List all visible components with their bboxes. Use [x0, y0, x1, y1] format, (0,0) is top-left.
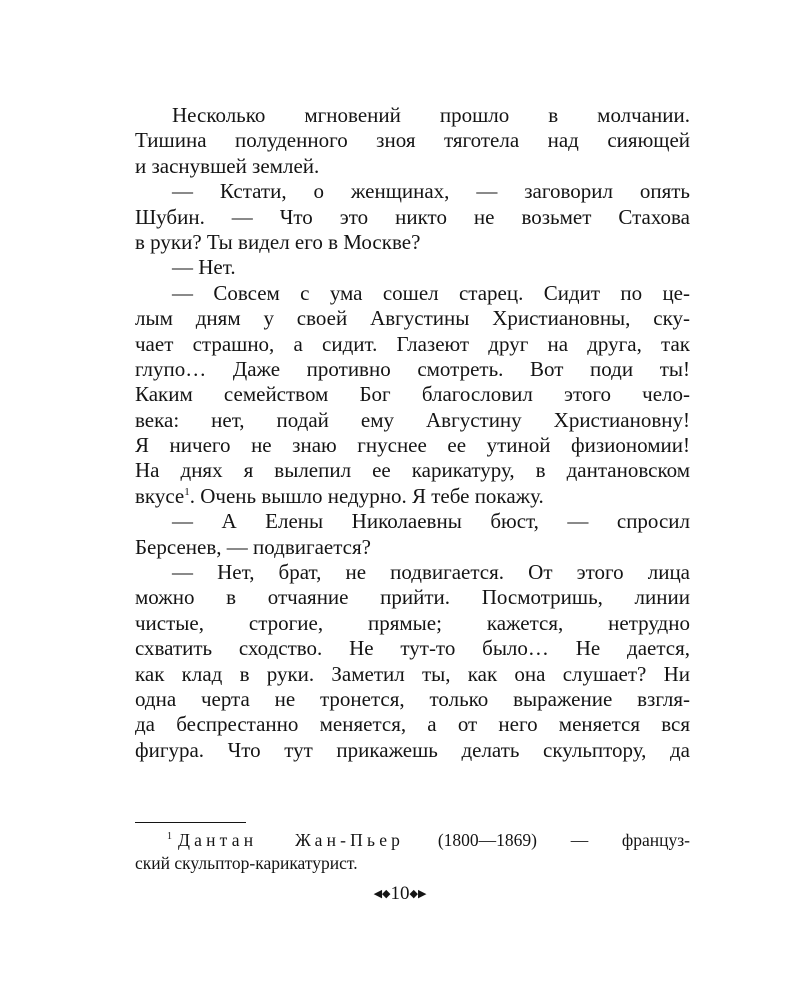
footnote-line [135, 829, 690, 852]
text-fragment: . Очень вышло недурно. Я тебе покажу. [189, 483, 544, 508]
text-line: Несколько мгновений прошло в молчании. [172, 103, 690, 127]
footnote-reference[interactable]: 1 [184, 485, 190, 498]
text-line: в руки? Ты видел его в Москве? [135, 229, 421, 254]
text-line: Каким семейством Бог благословил этого чело- [135, 382, 690, 407]
ornament-left-icon: ◀◆ [373, 888, 391, 900]
text-line: — Совсем с ума сошел старец. Сидит по це- [172, 280, 690, 305]
text-line: как клад в руки. Заметил ты, как она слушает? Ни [135, 661, 690, 686]
text-line: одна черта не тронется, только выражение взгля- [135, 686, 690, 711]
ornament-right-icon: ◆▶ [409, 888, 427, 900]
text-line: лым дням у своей Августины Христиановны, ску- [135, 306, 690, 331]
text-line: Я ничего не знаю гнуснее ее утиной физиономии! [135, 433, 690, 458]
text-fragment: вкусе [135, 483, 185, 508]
text-line: — Кстати, о женщинах, — заговорил опять [172, 179, 690, 204]
page-number-value: 10 [390, 883, 410, 904]
main-text [135, 103, 690, 763]
footnote [135, 829, 690, 875]
text-line: можно в отчаяние прийти. Посмотришь, линии [135, 585, 690, 610]
text-line: Берсенев, — подвигается? [135, 534, 371, 559]
text-line: — А Елены Николаевны бюст, — спросил [172, 509, 690, 534]
text-line: схватить сходство. Не тут-то было… Не дается, [135, 636, 690, 661]
footnote-name: Дантан Жан-Пьер [178, 830, 405, 850]
text-line: Тишина полуденного зноя тяготела над сияющей [135, 128, 690, 153]
footnote-line: ский скульптор-карикатурист. [135, 853, 358, 873]
text-line: века: нет, подай ему Августину Христиановну! [135, 407, 690, 432]
text-line: Шубин. — Что это никто не возьмет Стахова [135, 204, 690, 229]
text-line: чистые, строгие, прямые; кажется, нетрудно [135, 610, 690, 635]
footnote-text: (1800—1869) — француз- [437, 830, 691, 850]
footnote-marker: 1 [167, 831, 172, 843]
text-line: глупо… Даже противно смотреть. Вот поди ты! [135, 356, 690, 381]
text-line [135, 484, 690, 509]
text-line: да беспрестанно меняется, а от него меняется вся [135, 712, 690, 737]
text-line: и заснувшей землей. [135, 153, 320, 178]
text-line: фигура. Что тут прикажешь делать скульптору, да [135, 737, 690, 762]
page-number [0, 882, 800, 906]
text-line: На днях я вылепил ее карикатуру, в дантановском [135, 458, 690, 483]
footnote-divider [135, 822, 246, 823]
text-line: чает страшно, а сидит. Глазеют друг на друга, так [135, 331, 690, 356]
text-line: — Нет, брат, не подвигается. От этого лица [172, 560, 690, 585]
text-line: — Нет. [172, 255, 236, 280]
